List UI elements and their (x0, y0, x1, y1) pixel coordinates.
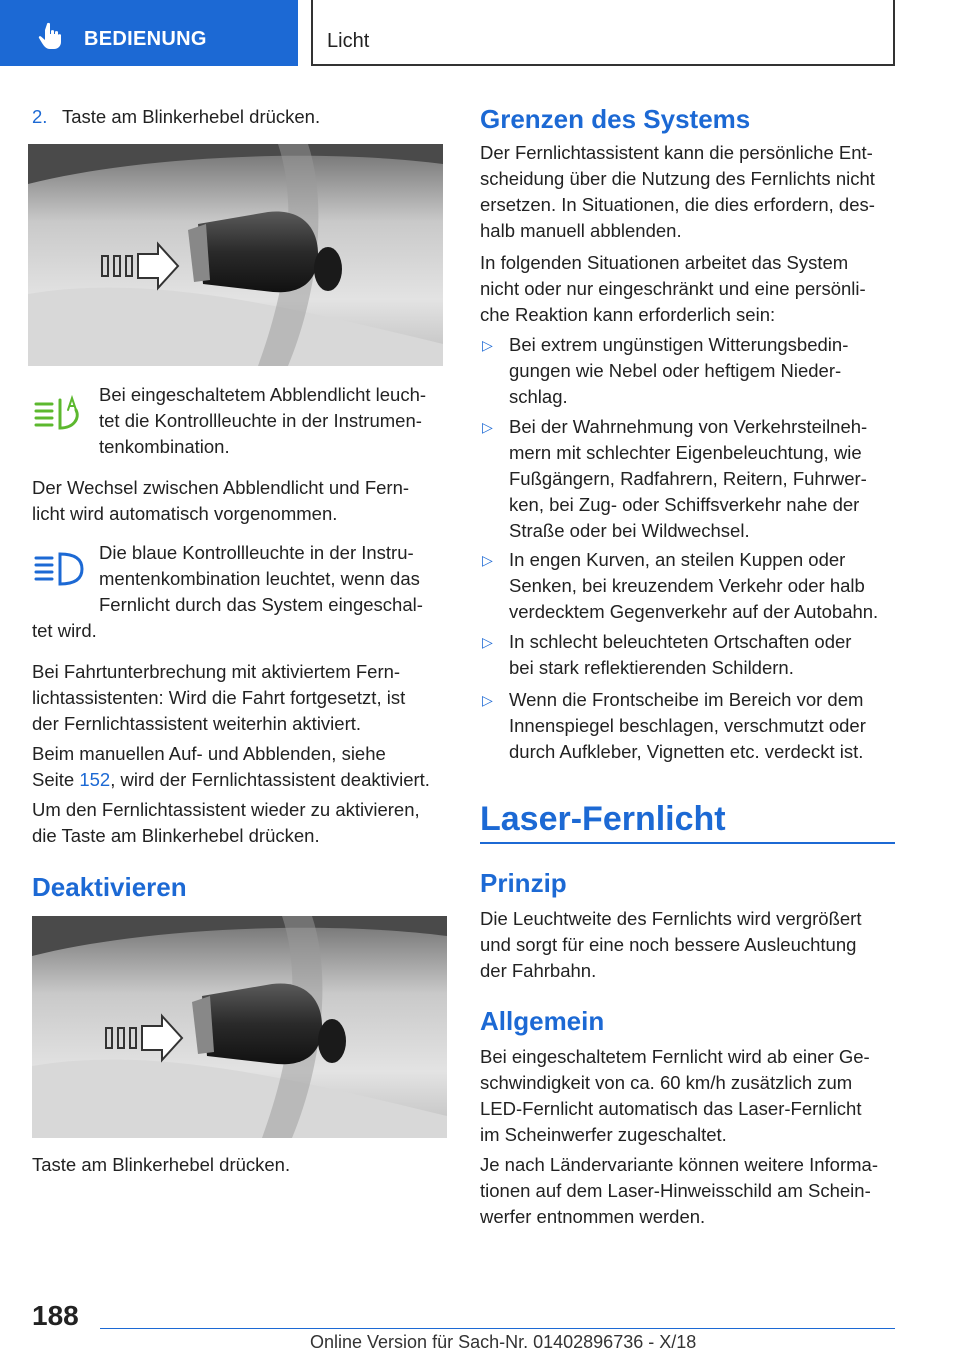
footer-rule (100, 1328, 895, 1329)
bullet-5-line-3: durch Aufkleber, Vignetten etc. verdeckt ist. (509, 741, 864, 762)
heading-laser: Laser-Fernlicht (480, 800, 726, 838)
manual-para-line-2 (32, 767, 430, 793)
high-beam-indicator-icon (34, 550, 84, 590)
bullet-5-line-2: Innenspiegel beschlagen, verschmutzt oder (509, 715, 866, 736)
general-para-line-3: LED-Fernlicht automatisch das Laser-Fernlicht (480, 1098, 862, 1119)
bullet-3-line-1: In engen Kurven, an steilen Kuppen oder (509, 549, 846, 570)
turn-signal-lever-illustration (28, 144, 443, 366)
switch-para-line-2: licht wird automatisch vorgenommen. (32, 503, 338, 524)
manual-para-prefix: Seite (32, 769, 80, 790)
page-number: 188 (32, 1300, 79, 1331)
bullet-4-line-2: bei stark reflektierenden Schildern. (509, 657, 794, 678)
online-version-text: Online Version für Sach-Nr. 01402896736 - X/18 (310, 1332, 697, 1352)
step-text: Taste am Blinkerhebel drücken. (62, 106, 321, 127)
bullet-marker: ▷ (482, 419, 493, 435)
country-para-line-1: Je nach Ländervariante können weitere Informa- (480, 1154, 878, 1175)
indicator2-line-4: tet wird. (32, 620, 97, 641)
bullet-marker: ▷ (482, 337, 493, 353)
bullet-3-line-2: Senken, bei kreuzendem Verkehr oder halb (509, 575, 865, 596)
step-number: 2. (32, 106, 48, 127)
limits-para-line-1: Der Fernlichtassistent kann die persönliche Ent- (480, 142, 873, 163)
situations-para-line-1: In folgenden Situationen arbeitet das System (480, 252, 849, 273)
chapter-box (311, 0, 895, 66)
manual-para-suffix: , wird der Fernlichtassistent deaktiviert. (110, 769, 430, 790)
country-para-line-3: werfer entnommen werden. (480, 1206, 706, 1227)
general-para-line-4: im Scheinwerfer zugeschaltet. (480, 1124, 727, 1145)
bullet-2-line-3: Fußgängern, Radfahrern, Reitern, Fuhrwer- (509, 468, 867, 489)
indicator1-line-3: tenkombination. (99, 436, 230, 457)
reactivate-para-line-2: die Taste am Blinkerhebel drücken. (32, 825, 320, 846)
bullet-2-line-1: Bei der Wahrnehmung von Verkehrsteilneh- (509, 416, 868, 437)
general-para-line-1: Bei eingeschaltetem Fernlicht wird ab einer Ge- (480, 1046, 870, 1067)
bullet-marker: ▷ (482, 634, 493, 650)
heading-deactivate: Deaktivieren (32, 872, 187, 902)
principle-para-line-2: und sorgt für eine noch bessere Ausleuchtung (480, 934, 857, 955)
page-reference-link[interactable]: 152 (79, 769, 111, 790)
bullet-marker: ▷ (482, 552, 493, 568)
general-para-line-2: schwindigkeit von ca. 60 km/h zusätzlich zum (480, 1072, 853, 1093)
heading-general: Allgemein (480, 1006, 605, 1036)
bullet-2-line-5: Straße oder bei Wildwechsel. (509, 520, 750, 541)
chapter-label: Licht (327, 30, 370, 52)
indicator2-line-3: Fernlicht durch das System eingeschal- (99, 594, 423, 615)
page-header (0, 0, 960, 66)
bullet-4-line-1: In schlecht beleuchteten Ortschaften oder (509, 631, 852, 652)
bullet-1-line-3: schlag. (509, 386, 568, 407)
interrupt-para-line-3: der Fernlichtassistent weiterhin aktiviert. (32, 713, 362, 734)
principle-para-line-3: der Fahrbahn. (480, 960, 597, 981)
indicator2-line-1: Die blaue Kontrollleuchte in der Instru- (99, 542, 414, 563)
limits-para-line-4: halb manuell abblenden. (480, 220, 682, 241)
bullet-3-line-3: verdecktem Gegenverkehr auf der Autobahn. (509, 601, 879, 622)
bullet-1-line-2: gungen wie Nebel oder heftigem Nieder- (509, 360, 842, 381)
bullet-2-line-2: mern mit schlechter Eigenbeleuchtung, wie (509, 442, 862, 463)
interrupt-para-line-1: Bei Fahrtunterbrechung mit aktiviertem Fern- (32, 661, 401, 682)
situations-para-line-3: che Reaktion kann erforderlich sein: (480, 304, 776, 325)
reactivate-para-line-1: Um den Fernlichtassistent wieder zu aktivieren, (32, 799, 420, 820)
heading-principle: Prinzip (480, 868, 567, 898)
indicator1-line-2: tet die Kontrollleuchte in der Instrumen- (99, 410, 422, 431)
bullet-5-line-1: Wenn die Frontscheibe im Bereich vor dem (509, 689, 864, 710)
manual-para-line-1: Beim manuellen Auf- und Abblenden, siehe (32, 743, 386, 764)
situations-para-line-2: nicht oder nur eingeschränkt und eine persönli- (480, 278, 866, 299)
deactivate-caption: Taste am Blinkerhebel drücken. (32, 1154, 291, 1175)
turn-signal-lever-deactivate-illustration (32, 916, 447, 1138)
section-tab (0, 0, 298, 66)
bullet-2-line-4: ken, bei Zug- oder Schiffsverkehr nahe der (509, 494, 860, 515)
limits-para-line-3: ersetzen. In Situationen, die dies erfordern, des- (480, 194, 875, 215)
heading-rule (480, 842, 895, 844)
heading-limits: Grenzen des Systems (480, 104, 751, 134)
low-beam-auto-indicator-icon (34, 394, 82, 434)
limits-para-line-2: scheidung über die Nutzung des Fernlichts nicht (480, 168, 875, 189)
hand-pointer-icon (38, 22, 64, 50)
principle-para-line-1: Die Leuchtweite des Fernlichts wird vergrößert (480, 908, 862, 929)
country-para-line-2: tionen auf dem Laser-Hinweisschild am Schein- (480, 1180, 871, 1201)
bullet-marker: ▷ (482, 692, 493, 708)
switch-para-line-1: Der Wechsel zwischen Abblendlicht und Fern- (32, 477, 410, 498)
indicator1-line-1: Bei eingeschaltetem Abblendlicht leuch- (99, 384, 427, 405)
bullet-1-line-1: Bei extrem ungünstigen Witterungsbedin- (509, 334, 849, 355)
interrupt-para-line-2: lichtassistenten: Wird die Fahrt fortgesetzt, ist (32, 687, 406, 708)
indicator2-line-2: mentenkombination leuchtet, wenn das (99, 568, 420, 589)
section-label: BEDIENUNG (84, 28, 207, 50)
